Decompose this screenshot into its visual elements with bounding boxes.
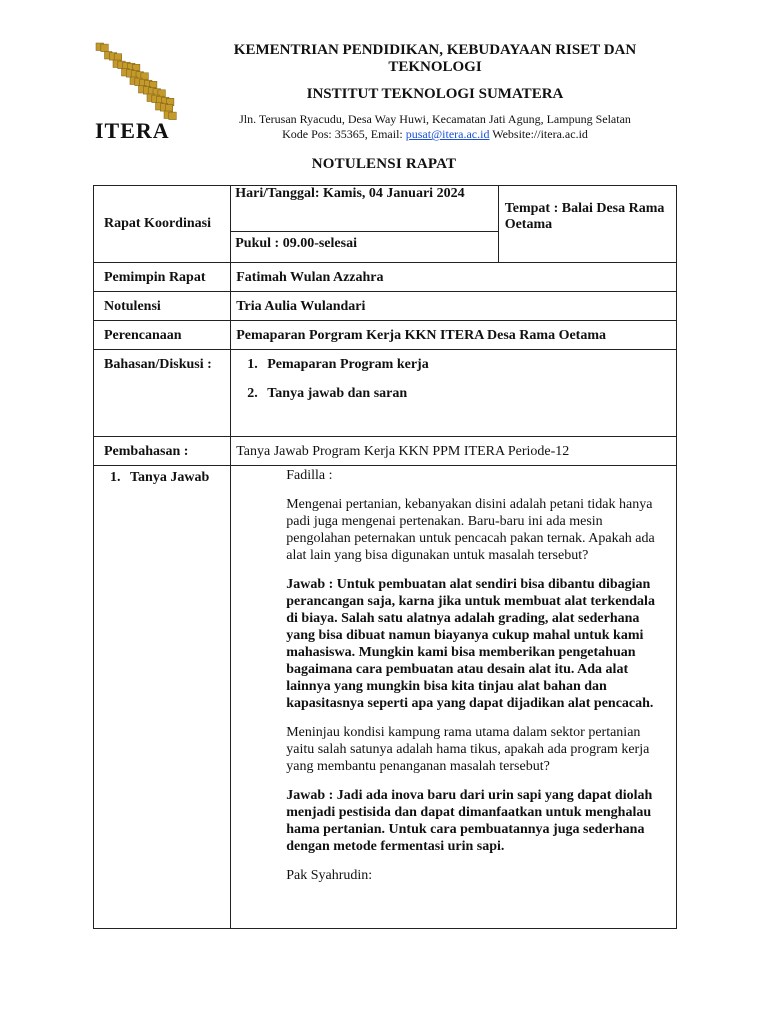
leader-label: Pemimpin Rapat xyxy=(104,270,206,285)
planning-row xyxy=(94,321,677,350)
meeting-date: Hari/Tanggal: Kamis, 04 Januari 2024 xyxy=(231,186,497,232)
discussion-row xyxy=(94,350,677,437)
planning-label: Perencanaan xyxy=(104,328,182,343)
place-cell xyxy=(498,186,676,263)
postal-code: Kode Pos: 35365, Email: xyxy=(282,127,406,141)
datetime-cell xyxy=(231,186,498,263)
qa-paragraph: Jawab : Jadi ada inova baru dari urin sapi yang dapat diolah menjadi pestisida dan dapat dimanfaatkan untuk menghalau hama pertanian. Untuk cara pembuatannya juga sederhana dengan metode fermentasi urin sapi. xyxy=(286,788,653,854)
document-title: NOTULENSI RAPAT xyxy=(311,156,457,172)
qa-paragraph: Fadilla : xyxy=(286,468,333,483)
discussion-item: 1. Pemaparan Program kerja xyxy=(261,357,676,373)
leader-value: Fatimah Wulan Azzahra xyxy=(236,270,384,285)
qa-paragraph: Pak Syahrudin: xyxy=(286,868,373,883)
leader-row xyxy=(94,263,677,292)
address-block xyxy=(205,112,665,142)
notetaker-row xyxy=(94,292,677,321)
meeting-time: Pukul : 09.00-selesai xyxy=(235,236,357,251)
qa-content xyxy=(231,466,676,884)
logo-tile xyxy=(101,44,109,52)
qa-paragraph: Mengenai pertanian, kebanyakan disini adalah petani tidak hanya padi juga mengenai pertenakan. Baru-baru ini ada mesin pengolahan peternakan untuk pencacah pakan ternak. Apakah ada alat lain yang bisa digunakan untuk masalah tersebut? xyxy=(286,497,655,563)
topic-value: Tanya Jawab Program Kerja KKN PPM ITERA Periode-12 xyxy=(236,444,570,459)
qa-paragraph: Jawab : Untuk pembuatan alat sendiri bisa dibantu dibagian perancangan saja, karna jika untuk membuat alat terkendala di biaya. Salah satu alatnya adalah grading, alat sederhana yang bisa dibuat namun biayanya cukup mahal untuk kami mahasiswa. Mungkin kami bisa memberikan pengetahuan bagaimana cara pembuatan atau desain alat itu. Ada alat lainnya yang mungkin bisa kita tinjau alat bahan dan kapasitasnya seperti apa yang dapat dijadikan alat pencacah. xyxy=(286,577,655,711)
section-item: 1. Tanya Jawab xyxy=(124,469,230,487)
logo-text: ITERA xyxy=(95,118,170,143)
discussion-label: Bahasan/Diskusi : xyxy=(104,357,212,372)
meeting-place: Tempat : Balai Desa Rama Oetama xyxy=(504,201,665,232)
meeting-type-cell xyxy=(94,186,231,263)
meeting-type: Rapat Koordinasi xyxy=(104,216,211,231)
institute-name: INSTITUT TEKNOLOGI SUMATERA xyxy=(306,86,564,102)
address-line: Jln. Terusan Ryacudu, Desa Way Huwi, Kecamatan Jati Agung, Lampung Selatan xyxy=(239,112,631,126)
meeting-info-row xyxy=(94,186,677,263)
topic-label: Pembahasan : xyxy=(104,444,189,459)
qa-paragraph: Meninjau kondisi kampung rama utama dalam sektor pertanian yaitu salah satunya adalah hama tikus, apakah ada program kerja yang membantu penanganan masalah tersebut? xyxy=(286,725,650,774)
section-list xyxy=(94,466,230,487)
notetaker-label: Notulensi xyxy=(104,299,161,314)
email-link[interactable]: pusat@itera.ac.id xyxy=(405,127,490,141)
contact-line xyxy=(205,127,665,142)
website-text: Website://itera.ac.id xyxy=(489,127,588,141)
notetaker-value: Tria Aulia Wulandari xyxy=(236,299,366,314)
planning-value: Pemaparan Porgram Kerja KKN ITERA Desa Rama Oetama xyxy=(236,328,607,343)
minutes-table xyxy=(93,185,677,929)
ministry-name: KEMENTRIAN PENDIDIKAN, KEBUDAYAAN RISET DAN TEKNOLOGI xyxy=(233,42,637,75)
topic-row xyxy=(94,437,677,466)
logo-tile xyxy=(169,112,177,120)
qa-row xyxy=(94,466,677,929)
discussion-list xyxy=(231,350,676,402)
discussion-item: 2. Tanya jawab dan saran xyxy=(261,386,676,402)
